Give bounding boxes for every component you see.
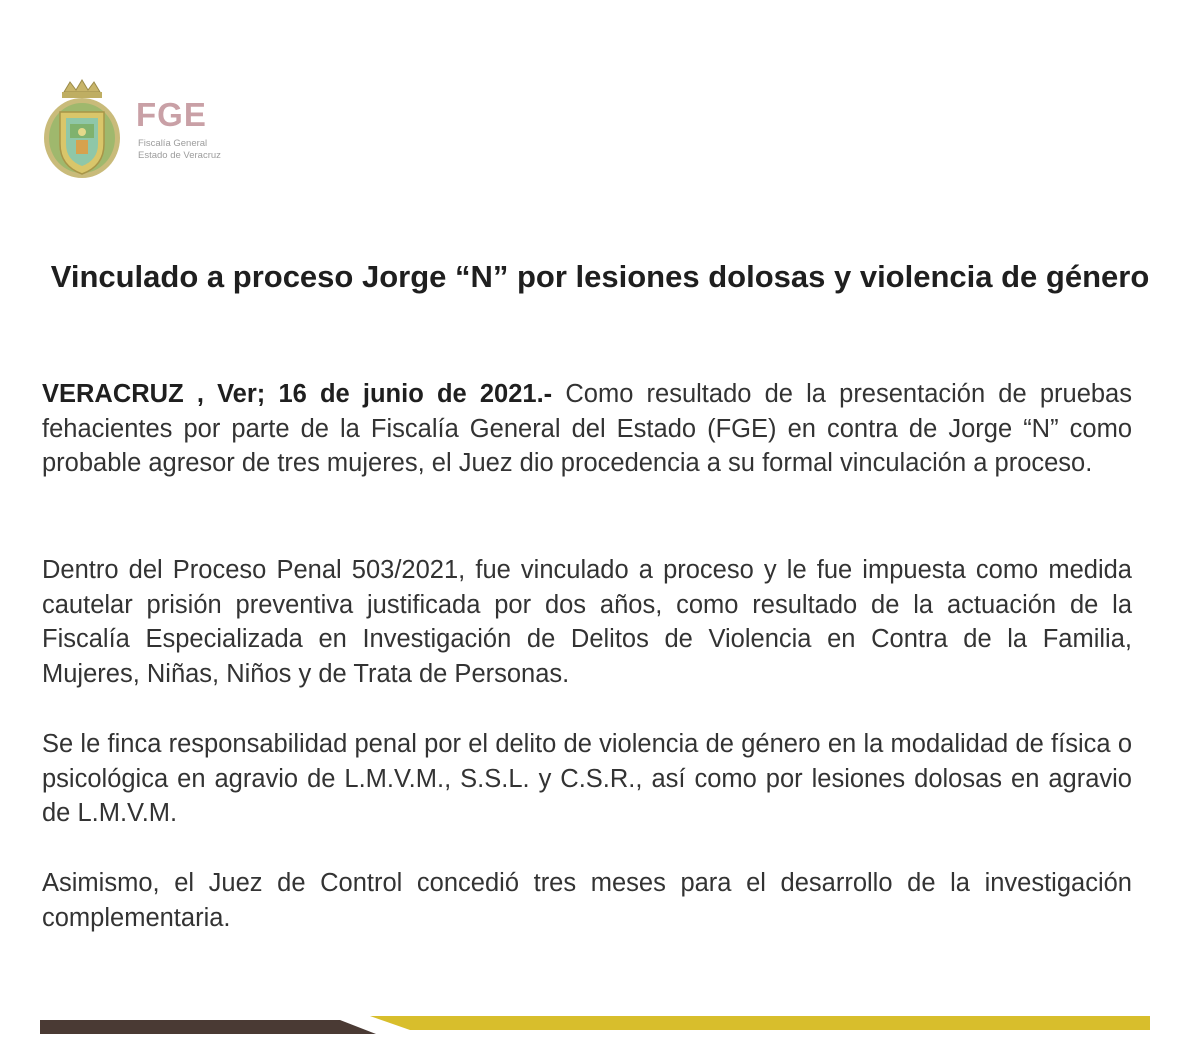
footer-stripe: [40, 1010, 1150, 1036]
logo-subtitle-line2: Estado de Veracruz: [138, 150, 221, 161]
logo-subtitle: [138, 138, 221, 162]
paragraph-1: [42, 377, 1132, 481]
fge-logo: [40, 78, 300, 182]
paragraph-2: Dentro del Proceso Penal 503/2021, fue vinculado a proceso y le fue impuesta como medida cautelar prisión preventiva justificada por dos años, como resultado de la actuación de la Fiscalía Especializada en Investigación de Delitos de Violencia en Contra de la Familia, Mujeres, Niñas, Niños y de Trata de Personas.: [42, 556, 1132, 688]
paragraph-1-text: Como resultado de la presentación de pruebas fehacientes por parte de la Fiscalía General del Estado (FGE) en contra de Jorge “N” como probable agresor de tres mujeres, el Juez dio procedencia a su formal vinculación a proceso.: [42, 380, 1132, 477]
paragraph-4: Asimismo, el Juez de Control concedió tres meses para el desarrollo de la investigación complementaria.: [42, 869, 1132, 932]
footer-stripe-gold: [370, 1016, 1150, 1030]
logo-subtitle-line1: Fiscalía General: [138, 138, 208, 149]
dateline: VERACRUZ , Ver; 16 de junio de 2021.-: [42, 380, 553, 408]
veracruz-seal-icon: [40, 78, 124, 182]
paragraph-3: Se le finca responsabilidad penal por el delito de violencia de género en la modalidad de física o psicológica en agravio de L.M.V.M., S.S.L. y C.S.R., así como por lesiones dolosas en agravio de L.M.V.M.: [42, 730, 1132, 827]
logo-acronym: FGE: [136, 96, 207, 133]
footer-stripe-dark: [40, 1020, 376, 1034]
press-release-title: Vinculado a proceso Jorge “N” por lesiones dolosas y violencia de género: [50, 259, 1150, 294]
